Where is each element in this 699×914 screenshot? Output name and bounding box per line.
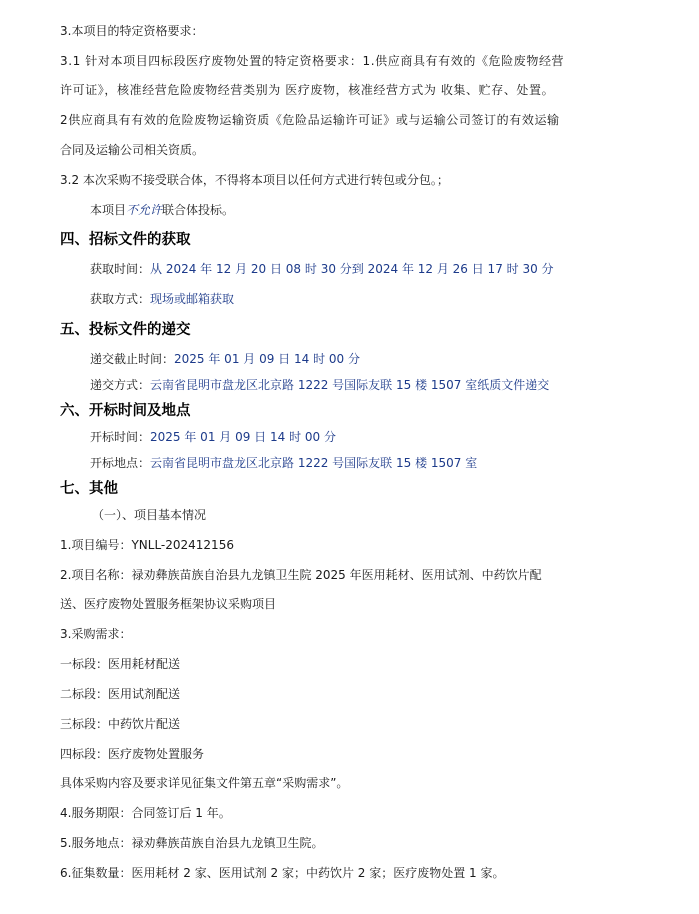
project-number [60,537,234,553]
project-basic-info-subheading: （一）、项目基本情况 [92,508,207,522]
opening-place-value: 云南省昆明市盘龙区北京路 1222 号国际友联 15 楼 1507 室 [150,456,478,470]
service-location: 5.服务地点：禄劝彝族苗族自治县九龙镇卫生院。 [60,836,324,850]
lot-4: 四标段：医疗废物处置服务 [60,747,205,761]
procurement-needs: 3.采购需求： [60,627,132,641]
section-7-heading: 七、其他 [60,481,118,497]
submit-method-value: 云南省昆明市盘龙区北京路 1222 号国际友联 15 楼 1507 室纸质文件递交 [150,378,550,392]
section-3-title: 3.本项目的特定资格要求： [60,24,204,38]
submit-deadline-value: 2025 年 01 月 09 日 14 时 00 分 [174,352,360,366]
submit-method [90,377,549,393]
collection-quantity: 6.征集数量：医用耗材 2 家、医用试剂 2 家；中药饮片 2 家；医疗废物处置 1 家。 [60,866,505,880]
service-period: 4.服务期限：合同签订后 1 年。 [60,806,231,820]
consortium-value: 不允许 [126,203,163,217]
qualification-3-1-line-3: 2供应商具有有效的危险废物运输资质《危险品运输许可证》或与运输公司签订的有效运输 [60,113,560,127]
opening-place [90,455,477,471]
consortium-line [90,202,234,218]
section-5-heading: 五、投标文件的递交 [60,322,191,338]
section-6-heading: 六、开标时间及地点 [60,403,191,419]
opening-time-value: 2025 年 01 月 09 日 14 时 00 分 [150,430,336,444]
lot-3: 三标段：中药饮片配送 [60,717,181,731]
section-4-heading: 四、招标文件的获取 [60,232,191,248]
opening-place-label: 开标地点： [90,456,151,470]
project-name-line-2: 送、医疗废物处置服务框架协议采购项目 [60,597,277,611]
obtain-method [90,291,234,307]
obtain-time-label: 获取时间： [90,262,151,276]
qualification-3-1-line-4: 合同及运输公司相关资质。 [60,143,205,157]
consortium-prefix: 本项目 [90,203,127,217]
qualification-3-2: 3.2 本次采购不接受联合体，不得将本项目以任何方式进行转包或分包。； [60,173,449,187]
submit-method-label: 递交方式： [90,378,151,392]
submit-deadline-label: 递交截止时间： [90,352,175,366]
obtain-method-label: 获取方式： [90,292,151,306]
submit-deadline [90,351,360,367]
lot-1: 一标段：医用耗材配送 [60,657,181,671]
lot-2: 二标段：医用试剂配送 [60,687,181,701]
obtain-time [90,261,554,277]
project-number-label: 1.项目编号： [60,538,132,552]
consortium-suffix: 联合体投标。 [162,203,235,217]
opening-time-label: 开标时间： [90,430,151,444]
procurement-detail-note: 具体采购内容及要求详见征集文件第五章“采购需求”。 [60,776,349,790]
obtain-time-value: 从 2024 年 12 月 20 日 08 时 30 分到 2024 年 12 月 26 日 17 时 30 分 [150,262,554,276]
project-number-value: YNLL-202412156 [131,538,234,552]
qualification-3-1-line-1: 3.1 针对本项目四标段医疗废物处置的特定资格要求：1.供应商具有有效的《危险废物经营 [60,54,565,68]
obtain-method-value: 现场或邮箱获取 [150,292,235,306]
qualification-3-1-line-2: 许可证》，核准经营危险废物经营类别为 医疗废物，核准经营方式为 收集、贮存、处置。 [60,83,555,97]
project-name-line-1: 2.项目名称：禄劝彝族苗族自治县九龙镇卫生院 2025 年医用耗材、医用试剂、中药饮片配 [60,568,542,582]
opening-time [90,429,336,445]
